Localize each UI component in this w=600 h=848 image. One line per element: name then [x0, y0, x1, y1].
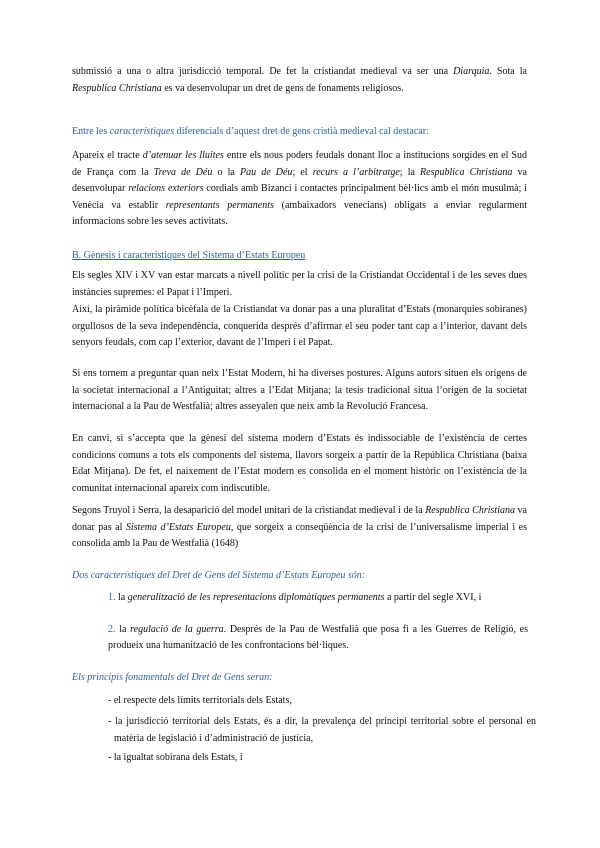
italic-term: Respublica Christiana — [425, 505, 515, 516]
paragraph-estat-modern: Si ens tornem a preguntar quan neix l’Estat Modern, hi ha diverses postures. Alguns autors situen els orígens de la societat internacional a l’Antiguitat; altres a l’Edat Mitjana; la tesis tradicional situa l’origen de la societat internacional a la Pau de Westfalià; altres asseyalen que neix amb la Revolució Francesa. — [72, 368, 527, 412]
list-item-guerra — [108, 622, 528, 654]
text: es va desenvolupar un dret de gens de fonaments religiosos. — [161, 82, 404, 94]
text: diferencials d’aquest dret de gens cristià medieval cal destacar: — [174, 126, 429, 137]
heading-dos-caracteristiques: Dos característiques del Dret de Gens del Sistema d’Estats Europeu són: — [72, 570, 366, 581]
text: la — [115, 624, 131, 635]
text: va desenvolupar — [72, 166, 527, 194]
heading-principis: Els principis fonamentals del Dret de Gens seran: — [72, 672, 273, 683]
list-number: 2. — [108, 624, 116, 635]
text: o la — [212, 166, 240, 178]
text: ; el — [292, 166, 313, 178]
text: submissió a una o altra jurisdicció temporal. De fet la cristiandat medieval va ser una — [72, 66, 454, 77]
list-item-limits: - el respecte dels límits territorials dels Estats, — [108, 695, 292, 706]
italic-term: Respublica Christiana — [72, 82, 162, 94]
italic-term: Pau de Déu — [239, 166, 293, 178]
italic-term: relacions exteriors — [128, 183, 204, 194]
text: Entre les — [72, 126, 110, 137]
paragraph-diarquia — [72, 64, 527, 97]
italic-term: representants permanents — [165, 199, 274, 211]
text: (ambaixadors venecians) obligats a enviar regularment informacions sobre les seves activitats. — [72, 199, 528, 227]
text: entre els nous poders feudals donant lloc a institucions sorgides en el Sud de França com la — [72, 150, 527, 178]
italic-term: recurs a l’arbitratge — [312, 166, 400, 178]
italic-term: característiques — [109, 126, 175, 137]
section-heading-b: B. Gènesis i característiques del Sistema d’Estats Europeu — [72, 250, 306, 261]
paragraph-treva-de-deu — [72, 148, 527, 231]
list-item-jurisdiccio: - la jurisdicció territorial dels Estats, és a dir, la prevalença del principi territorial sobre el personal en matèria de legislació i d’administració de justícia, — [108, 716, 536, 744]
text: cordials amb Bizanci i contactes principalment bèl·lics amb el món musulmà; i Venècia va establir — [72, 183, 527, 211]
text: Apareix el tracte — [72, 150, 143, 161]
text: ; la — [399, 166, 421, 178]
italic-term: regulació de la guerra — [130, 624, 224, 635]
paragraph-genesi: En canvi, si s’accepta que la gènesi del sistema modern d’Estats és indissociable de l’existència de certes condicions comuns a tots els components del sistema, llavors sorgeix a partir de la República Christiana (baixa Edat Mitjana). De fet, el naixement de l’Estat modern es consolida en el moment històric on l’existència de la comunitat internacional apareix com indiscutible. — [72, 433, 527, 494]
italic-term: generalització de les representacions diplomàtiques permanents — [127, 592, 385, 603]
italic-term: d’atenuar les lluites — [142, 150, 224, 161]
paragraph-segles: Els segles XIV i XV van estar marcats a nivell polític per la crisi de la Cristiandat Occidental i de les seves dues instàncies supremes: el Papat i l’Imperi. — [72, 270, 527, 298]
text: , que sorgeix a conseqüència de la crisi de l’universalisme imperial i es consolida amb la Pau de Westfalià (1648) — [72, 521, 527, 549]
list-item-representacions — [108, 590, 528, 606]
text: va donar pas al — [72, 505, 527, 533]
text: . Sota la — [489, 66, 527, 77]
italic-term: Sistema d’Estats Europeu — [125, 521, 231, 533]
text: la — [115, 592, 128, 603]
italic-term: Treva de Déu — [153, 166, 213, 178]
text: a partir del segle XVI, i — [384, 592, 482, 603]
list-item-igualtat: - la igualtat sobirana dels Estats, i — [108, 752, 243, 763]
text: Segons Truyol i Serra, la desaparició del model unitari de la cristiandat medieval i de la — [72, 505, 426, 516]
paragraph-truyol — [72, 503, 527, 553]
paragraph-piramide: Així, la piràmide política bicèfala de la Cristiandat va donar pas a una pluralitat d’Estats (monarquies sobiranes) orgullosos de la seva independència, conquerida després d’afirmar el seu poder tant cap a l’interior, davant dels senyors feudals, com cap l’exterior, davant de l’Imperi i el Papat. — [72, 304, 527, 348]
text: . Després de la Pau de Westfalià que posa fi a les Guerres de Religió, es produeix una humanització de les confrontacions bèl·liques. — [108, 624, 529, 651]
italic-term: Respublica Christiana — [420, 166, 513, 178]
list-number: 1. — [108, 592, 116, 603]
heading-caracteristiques — [72, 124, 532, 140]
italic-term: Diarquia — [453, 66, 490, 77]
